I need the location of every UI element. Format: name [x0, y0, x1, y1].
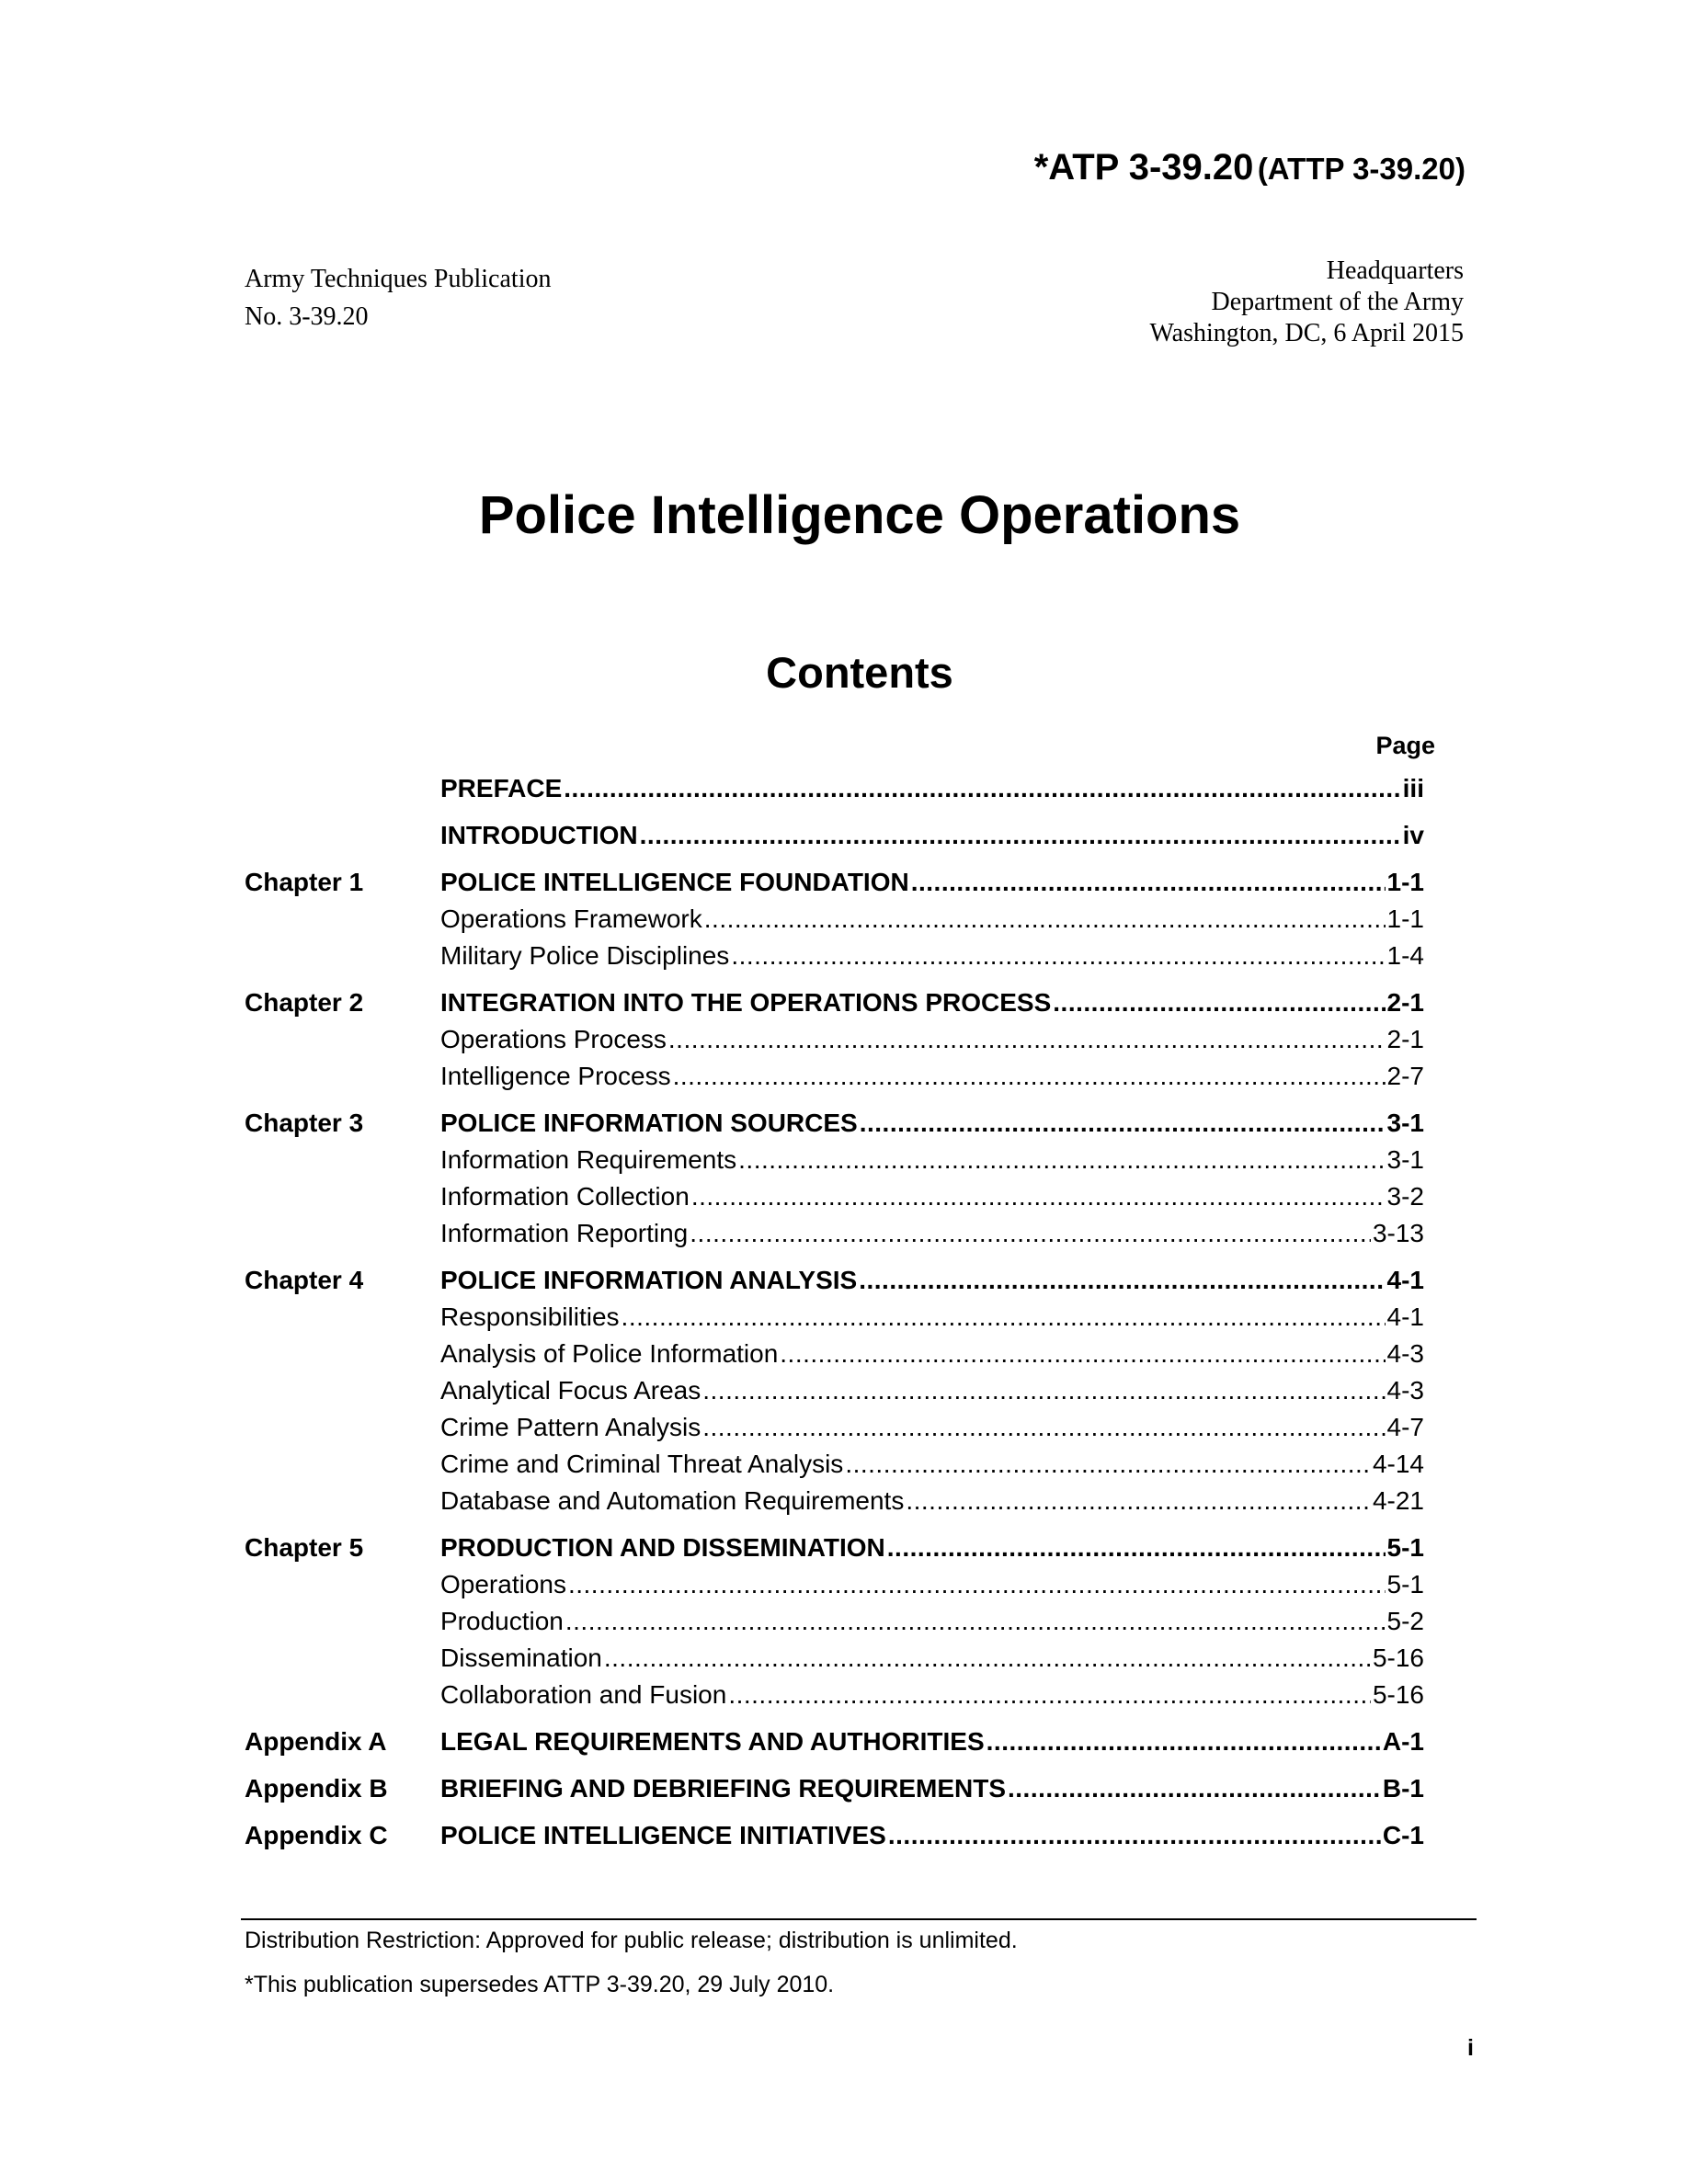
dot-leader	[690, 1219, 1371, 1248]
toc-entry-title: Operations	[440, 1570, 566, 1598]
toc-entry-title: PRODUCTION AND DISSEMINATION	[440, 1533, 885, 1562]
toc-entry-title: Information Collection	[440, 1182, 690, 1211]
dot-leader	[887, 1533, 1386, 1563]
toc-entry-page: 4-3	[1386, 1339, 1424, 1368]
toc-division-label: Chapter 4	[245, 1266, 364, 1294]
toc-minor-entry	[245, 1409, 1424, 1446]
toc-group	[245, 1530, 1424, 1713]
toc-minor-entry	[245, 1446, 1424, 1483]
dot-leader	[673, 1062, 1386, 1091]
toc-major-entry	[245, 770, 1424, 807]
publication-number: *ATP 3-39.20	[1033, 147, 1254, 188]
toc-entry-row	[440, 941, 1424, 971]
dot-leader	[738, 1145, 1385, 1175]
issuer-line-2: Department of the Army	[1211, 288, 1464, 316]
dot-leader	[565, 1607, 1386, 1636]
toc-entry-page: 4-7	[1386, 1413, 1424, 1441]
toc-entry-title: Intelligence Process	[440, 1062, 671, 1090]
toc-group	[245, 770, 1424, 807]
toc-entry-row	[440, 1644, 1424, 1673]
toc-entry-page: B-1	[1382, 1774, 1424, 1803]
toc-entry-row	[440, 1145, 1424, 1175]
toc-entry-row	[440, 868, 1424, 897]
toc-entry-title: Crime Pattern Analysis	[440, 1413, 701, 1441]
dot-leader	[640, 821, 1401, 850]
toc-minor-entry	[245, 1215, 1424, 1252]
dot-leader	[845, 1450, 1371, 1479]
dot-leader	[691, 1182, 1386, 1211]
toc-entry-page: 4-14	[1372, 1450, 1424, 1478]
publication-type-block	[245, 260, 551, 336]
toc-entry-page: 4-21	[1372, 1486, 1424, 1515]
toc-division-label: Appendix C	[245, 1821, 388, 1849]
toc-minor-entry	[245, 938, 1424, 974]
toc-entry-page: iv	[1402, 821, 1424, 849]
toc-entry-page: 4-1	[1386, 1302, 1424, 1331]
toc-entry-page: 2-1	[1386, 1025, 1424, 1053]
toc-minor-entry	[245, 1566, 1424, 1603]
toc-entry-title: Operations Process	[440, 1025, 667, 1053]
toc-division-label: Chapter 1	[245, 868, 364, 896]
toc-entry-title: Dissemination	[440, 1644, 602, 1672]
toc-entry-title: Database and Automation Requirements	[440, 1486, 905, 1515]
toc-entry-row	[440, 1486, 1424, 1516]
toc-group	[245, 984, 1424, 1095]
document-title: Police Intelligence Operations	[478, 485, 1241, 545]
toc-entry-page: 5-16	[1372, 1680, 1424, 1709]
toc-entry-title: INTEGRATION INTO THE OPERATIONS PROCESS	[440, 988, 1052, 1017]
toc-group	[245, 1105, 1424, 1252]
toc-minor-entry	[245, 1299, 1424, 1336]
dot-leader	[888, 1821, 1381, 1850]
toc-entry-page: 5-1	[1386, 1570, 1424, 1598]
toc-entry-title: PREFACE	[440, 774, 563, 802]
toc-group	[245, 1817, 1424, 1854]
toc-major-entry	[245, 1530, 1424, 1566]
contents-heading: Contents	[766, 648, 953, 697]
toc-group	[245, 1262, 1424, 1519]
toc-division-label: Chapter 3	[245, 1109, 364, 1137]
toc-entry-title: Production	[440, 1607, 564, 1635]
page-column-label: Page	[1375, 732, 1435, 759]
toc-entry-title: POLICE INFORMATION ANALYSIS	[440, 1266, 858, 1294]
toc-entry-title: LEGAL REQUIREMENTS AND AUTHORITIES	[440, 1727, 985, 1756]
toc-entry-row	[440, 1821, 1424, 1850]
issue-place-date: Washington, DC, 6 April 2015	[1149, 319, 1464, 347]
toc-minor-entry	[245, 1142, 1424, 1178]
dot-leader	[1008, 1774, 1381, 1803]
toc-minor-entry	[245, 1677, 1424, 1713]
toc-entry-row	[440, 988, 1424, 1018]
publication-no: No. 3-39.20	[245, 302, 369, 331]
dot-leader	[987, 1727, 1381, 1757]
dot-leader	[604, 1644, 1371, 1673]
page-number: i	[1467, 2035, 1474, 2061]
toc-entry-row	[440, 1376, 1424, 1405]
toc-minor-entry	[245, 1178, 1424, 1215]
toc-entry-page: iii	[1402, 774, 1424, 802]
toc-entry-row	[440, 1450, 1424, 1479]
toc-entry-row	[440, 1302, 1424, 1332]
toc-group	[245, 817, 1424, 854]
toc-entry-title: Military Police Disciplines	[440, 941, 730, 970]
dot-leader	[728, 1680, 1371, 1710]
toc-entry-row	[440, 1109, 1424, 1138]
toc-entry-title: Information Requirements	[440, 1145, 737, 1174]
issuer-line-1: Headquarters	[1326, 256, 1464, 285]
toc-entry-row	[440, 1607, 1424, 1636]
dot-leader	[704, 904, 1386, 934]
toc-entry-page: A-1	[1382, 1727, 1424, 1756]
toc-entry-title: POLICE INFORMATION SOURCES	[440, 1109, 858, 1137]
toc-major-entry	[245, 1105, 1424, 1142]
toc-entry-row	[440, 1182, 1424, 1211]
toc-entry-title: BRIEFING AND DEBRIEFING REQUIREMENTS	[440, 1774, 1006, 1803]
toc-entry-row	[440, 1727, 1424, 1757]
dot-leader	[564, 774, 1400, 803]
toc-entry-page: 1-4	[1386, 941, 1424, 970]
dot-leader	[911, 868, 1386, 897]
toc-entry-page: 4-1	[1386, 1266, 1424, 1294]
dot-leader	[702, 1376, 1385, 1405]
toc-entry-page: 3-2	[1386, 1182, 1424, 1211]
footer-divider	[241, 1918, 1477, 1920]
toc-division-label: Appendix B	[245, 1774, 388, 1803]
toc-minor-entry	[245, 1640, 1424, 1677]
toc-division-label: Chapter 5	[245, 1533, 364, 1562]
dot-leader	[1053, 988, 1385, 1018]
superseded-publication-number: (ATTP 3-39.20)	[1257, 152, 1466, 186]
distribution-restriction: Distribution Restriction: Approved for public release; distribution is unlimited.	[245, 1928, 1018, 1953]
toc-entry-page: 4-3	[1386, 1376, 1424, 1405]
dot-leader	[859, 1266, 1385, 1295]
toc-entry-row	[440, 1025, 1424, 1054]
toc-minor-entry	[245, 1021, 1424, 1058]
toc-group	[245, 864, 1424, 974]
toc-minor-entry	[245, 1372, 1424, 1409]
toc-entry-page: C-1	[1382, 1821, 1424, 1849]
toc-entry-row	[440, 1774, 1424, 1803]
toc-group	[245, 1770, 1424, 1807]
toc-entry-page: 3-1	[1386, 1109, 1424, 1137]
toc-entry-page: 1-1	[1386, 868, 1424, 896]
toc-entry-title: Crime and Criminal Threat Analysis	[440, 1450, 844, 1478]
toc-entry-page: 2-1	[1386, 988, 1424, 1017]
toc-entry-title: POLICE INTELLIGENCE INITIATIVES	[440, 1821, 886, 1849]
supersedes-note: *This publication supersedes ATTP 3-39.20, 29 July 2010.	[245, 1972, 835, 1997]
toc-major-entry	[245, 1262, 1424, 1299]
toc-entry-row	[440, 1062, 1424, 1091]
toc-entry-row	[440, 774, 1424, 803]
dot-leader	[780, 1339, 1385, 1369]
toc-entry-row	[440, 904, 1424, 934]
toc-entry-title: Responsibilities	[440, 1302, 620, 1331]
publication-identifier	[1034, 147, 1466, 188]
toc-minor-entry	[245, 901, 1424, 938]
toc-minor-entry	[245, 1058, 1424, 1095]
toc-entry-row	[440, 1266, 1424, 1295]
toc-entry-row	[440, 1219, 1424, 1248]
toc-entry-page: 5-16	[1372, 1644, 1424, 1672]
toc-entry-title: Analysis of Police Information	[440, 1339, 779, 1368]
toc-major-entry	[245, 1770, 1424, 1807]
toc-entry-page: 3-1	[1386, 1145, 1424, 1174]
toc-entry-row	[440, 1533, 1424, 1563]
toc-entry-row	[440, 1413, 1424, 1442]
toc-entry-title: POLICE INTELLIGENCE FOUNDATION	[440, 868, 909, 896]
toc-entry-row	[440, 1680, 1424, 1710]
issuing-authority-block	[1149, 256, 1464, 349]
toc-major-entry	[245, 1723, 1424, 1760]
toc-entry-title: Information Reporting	[440, 1219, 689, 1247]
toc-entry-page: 3-13	[1372, 1219, 1424, 1247]
toc-entry-title: INTRODUCTION	[440, 821, 638, 849]
dot-leader	[568, 1570, 1386, 1599]
table-of-contents	[245, 770, 1424, 1864]
toc-entry-page: 5-2	[1386, 1607, 1424, 1635]
toc-entry-title: Operations Framework	[440, 904, 702, 933]
dot-leader	[622, 1302, 1386, 1332]
toc-group	[245, 1723, 1424, 1760]
toc-entry-row	[440, 1570, 1424, 1599]
toc-entry-row	[440, 1339, 1424, 1369]
toc-entry-page: 2-7	[1386, 1062, 1424, 1090]
dot-leader	[702, 1413, 1385, 1442]
toc-entry-title: Analytical Focus Areas	[440, 1376, 701, 1405]
toc-major-entry	[245, 817, 1424, 854]
publication-type: Army Techniques Publication	[245, 265, 552, 293]
dot-leader	[906, 1486, 1371, 1516]
toc-minor-entry	[245, 1483, 1424, 1519]
dot-leader	[860, 1109, 1386, 1138]
toc-division-label: Appendix A	[245, 1727, 387, 1756]
toc-entry-page: 1-1	[1386, 904, 1424, 933]
toc-entry-row	[440, 821, 1424, 850]
toc-division-label: Chapter 2	[245, 988, 364, 1017]
toc-major-entry	[245, 1817, 1424, 1854]
toc-entry-title: Collaboration and Fusion	[440, 1680, 727, 1709]
toc-entry-page: 5-1	[1386, 1533, 1424, 1562]
toc-minor-entry	[245, 1603, 1424, 1640]
dot-leader	[668, 1025, 1386, 1054]
toc-minor-entry	[245, 1336, 1424, 1372]
toc-major-entry	[245, 864, 1424, 901]
dot-leader	[731, 941, 1385, 971]
toc-major-entry	[245, 984, 1424, 1021]
